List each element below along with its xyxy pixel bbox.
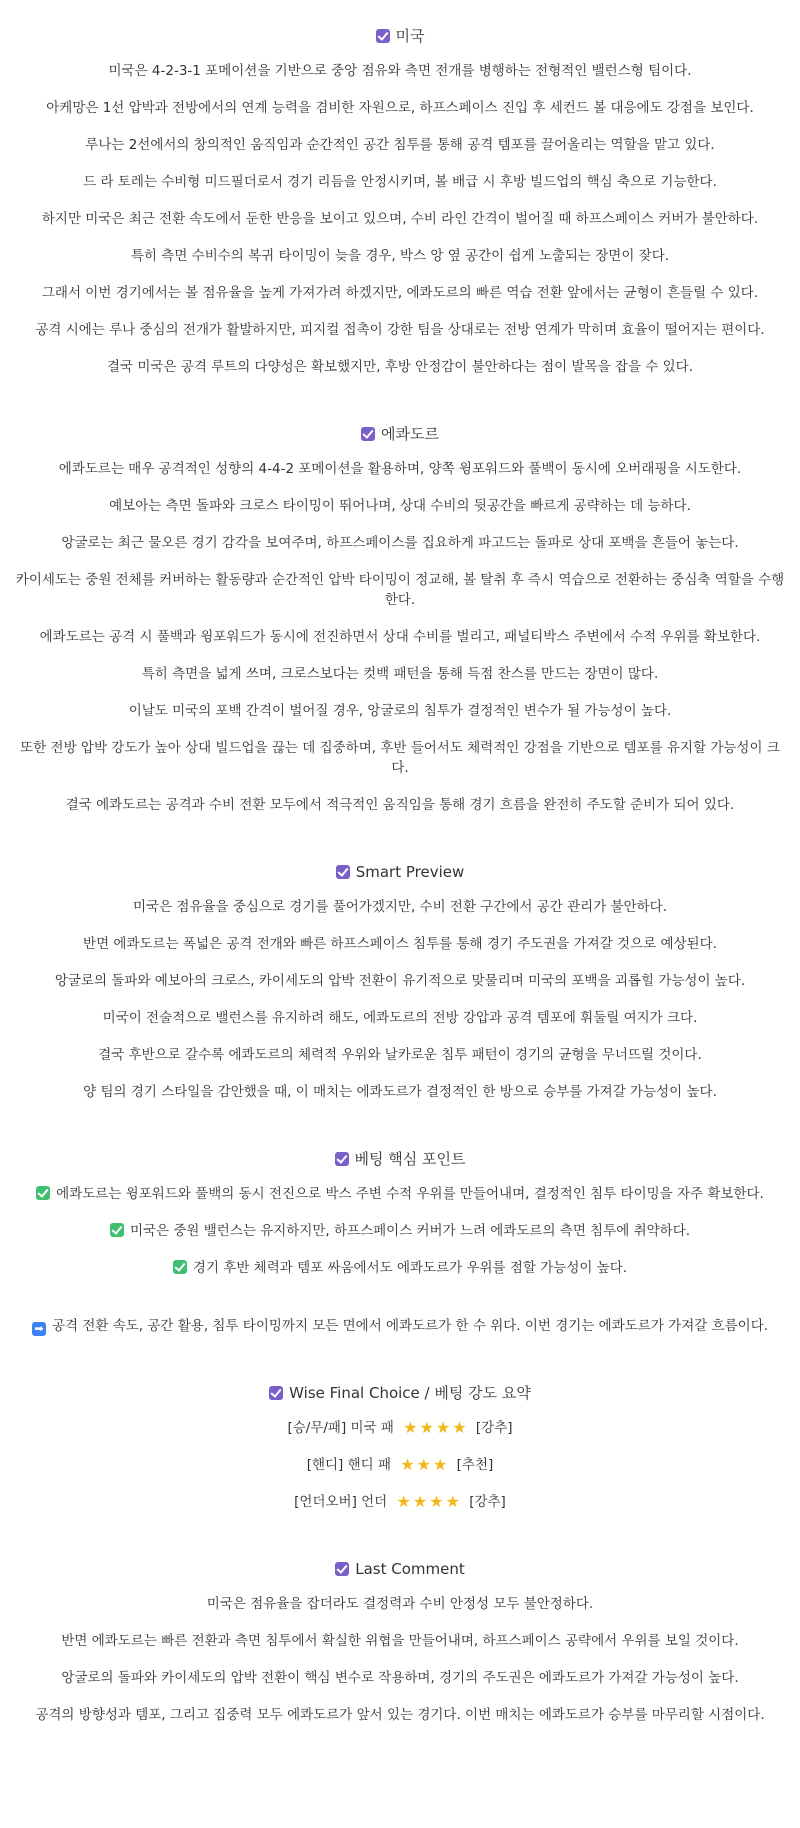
section-heading — [0, 1557, 800, 1581]
check-box-icon — [335, 1152, 349, 1166]
paragraph: 드 라 토레는 수비형 미드필더로서 경기 리듬을 안정시키며, 볼 배급 시 후방 빌드업의 핵심 축으로 기능한다. — [83, 174, 717, 190]
pick-row — [14, 1492, 786, 1512]
star-icon: ★ — [412, 1492, 428, 1511]
section-heading — [0, 422, 800, 446]
paragraph: 반면 에콰도르는 빠른 전환과 측면 침투에서 확실한 위협을 만들어내며, 하프스페이스 공략에서 우위를 보일 것이다. — [61, 1633, 739, 1649]
star-icon: ★ — [452, 1418, 467, 1437]
paragraph: 앙굴로의 돌파와 카이세도의 압박 전환이 핵심 변수로 작용하며, 경기의 주도권은 에콰도르가 가져갈 가능성이 높다. — [61, 1670, 739, 1686]
check-box-icon — [269, 1386, 283, 1400]
section-title: Wise Final Choice / 베팅 강도 요약 — [289, 1384, 531, 1402]
pick-row — [14, 1418, 786, 1438]
section-ecuador — [0, 422, 800, 815]
paragraph: 아케망은 1선 압박과 전방에서의 연계 능력을 겸비한 자원으로, 하프스페이스 진입 후 세컨드 볼 대응에도 강점을 보인다. — [46, 100, 754, 116]
green-check-icon — [36, 1186, 50, 1200]
paragraph: 그래서 이번 경기에서는 볼 점유율을 높게 가져가려 하겠지만, 에콰도르의 빠른 역습 전환 앞에서는 균형이 흔들릴 수 있다. — [41, 285, 759, 301]
star-icon: ★ — [416, 1455, 432, 1474]
section-title: 에콰도르 — [381, 425, 439, 443]
section-title: Smart Preview — [355, 863, 465, 881]
section-heading — [0, 1147, 800, 1171]
betting-point — [14, 1221, 786, 1241]
paragraph: 에콰도르는 공격 시 풀백과 윙포워드가 동시에 전진하면서 상대 수비를 벌리고, 패널티박스 주변에서 수적 우위를 확보한다. — [39, 629, 761, 645]
section-usa — [0, 24, 800, 377]
star-icon: ★ — [396, 1492, 411, 1511]
pick-label: [언더오버] 언더 — [294, 1494, 388, 1510]
section-title: 미국 — [395, 27, 425, 45]
star-icon: ★ — [429, 1492, 444, 1511]
paragraph: 하지만 미국은 최근 전환 속도에서 둔한 반응을 보이고 있으며, 수비 라인 간격이 벌어질 때 하프스페이스 커버가 불안하다. — [41, 211, 759, 227]
check-box-icon — [361, 427, 375, 441]
paragraph: 미국은 점유율을 잡더라도 결정력과 수비 안정성 모두 불안정하다. — [206, 1596, 594, 1612]
check-box-icon — [336, 865, 350, 879]
paragraph: 결국 후반으로 갈수록 에콰도르의 체력적 우위와 날카로운 침투 패턴이 경기의 균형을 무너뜨릴 것이다. — [98, 1047, 702, 1063]
paragraph: 특히 측면을 넓게 쓰며, 크로스보다는 컷백 패턴을 통해 득점 찬스를 만드는 장면이 많다. — [141, 666, 659, 682]
paragraph: 미국은 점유율을 중심으로 경기를 풀어가겠지만, 수비 전환 구간에서 공간 관리가 불안하다. — [132, 899, 667, 915]
check-box-icon — [376, 29, 390, 43]
paragraph: 에콰도르는 매우 공격적인 성향의 4-4-2 포메이션을 활용하며, 양쪽 윙포워드와 풀백이 동시에 오버래핑을 시도한다. — [58, 461, 742, 477]
pick-strength: [강추] — [469, 1494, 506, 1510]
paragraph: 미국이 전술적으로 밸런스를 유지하려 해도, 에콰도르의 전방 강압과 공격 템포에 휘둘릴 여지가 크다. — [102, 1010, 698, 1026]
paragraph: 앙굴로의 돌파와 예보아의 크로스, 카이세도의 압박 전환이 유기적으로 맞물리며 미국의 포백을 괴롭힐 가능성이 높다. — [54, 973, 746, 989]
section-smart-preview — [0, 860, 800, 1102]
paragraph: 카이세도는 중원 전체를 커버하는 활동량과 순간적인 압박 타이밍이 정교해, 볼 탈취 후 즉시 역습으로 전환하는 중심축 역할을 수행한다. — [15, 572, 785, 608]
pick-row — [14, 1455, 786, 1475]
paragraph: 특히 측면 수비수의 복귀 타이밍이 늦을 경우, 박스 앙 옆 공간이 쉽게 노출되는 장면이 잦다. — [130, 248, 670, 264]
paragraph: 또한 전방 압박 강도가 높아 상대 빌드업을 끊는 데 집중하며, 후반 들어서도 체력적인 강점을 기반으로 템포를 유지할 가능성이 크다. — [20, 740, 780, 776]
star-icon: ★ — [433, 1455, 448, 1474]
star-rating — [402, 1420, 467, 1436]
section-title: Last Comment — [355, 1560, 465, 1578]
conclusion — [14, 1316, 786, 1336]
star-icon: ★ — [419, 1418, 434, 1437]
section-last-comment — [0, 1557, 800, 1725]
section-title: 베팅 핵심 포인트 — [354, 1150, 466, 1168]
green-check-icon — [110, 1223, 124, 1237]
betting-point-text: 미국은 중원 밸런스는 유지하지만, 하프스페이스 커버가 느려 에콰도르의 측면 침투에 취약하다. — [129, 1223, 691, 1239]
section-heading — [0, 860, 800, 884]
paragraph: 미국은 4-2-3-1 포메이션을 기반으로 중앙 점유와 측면 전개를 병행하는 전형적인 밸런스형 팀이다. — [108, 63, 692, 79]
section-betting-points — [0, 1147, 800, 1336]
pick-strength: [추천] — [456, 1457, 494, 1473]
star-icon: ★ — [445, 1492, 460, 1511]
pick-label: [승/무/패] 미국 패 — [287, 1420, 394, 1436]
betting-point-text: 경기 후반 체력과 템포 싸움에서도 에콰도르가 우위를 점할 가능성이 높다. — [192, 1260, 628, 1276]
paragraph: 이날도 미국의 포백 간격이 벌어질 경우, 앙굴로의 침투가 결정적인 변수가 될 가능성이 높다. — [128, 703, 672, 719]
green-check-icon — [173, 1260, 187, 1274]
pick-label: [핸디] 핸디 패 — [306, 1457, 392, 1473]
betting-point — [14, 1184, 786, 1204]
star-rating — [396, 1494, 461, 1510]
star-rating — [399, 1457, 448, 1473]
pick-strength: [강추] — [475, 1420, 513, 1436]
section-heading — [0, 1381, 800, 1405]
star-icon: ★ — [435, 1418, 451, 1437]
paragraph: 반면 에콰도르는 폭넓은 공격 전개와 빠른 하프스페이스 침투를 통해 경기 주도권을 가져갈 것으로 예상된다. — [83, 936, 717, 952]
check-box-icon — [335, 1562, 349, 1576]
betting-point-text: 에콰도르는 윙포워드와 풀백의 동시 전진으로 박스 주변 수적 우위를 만들어내며, 결정적인 침투 타이밍을 자주 확보한다. — [56, 1186, 764, 1202]
paragraph: 공격의 방향성과 템포, 그리고 집중력 모두 에콰도르가 앞서 있는 경기다. 이번 매치는 에콰도르가 승부를 마무리할 시점이다. — [35, 1707, 765, 1723]
paragraph: 앙굴로는 최근 물오른 경기 감각을 보여주며, 하프스페이스를 집요하게 파고드는 돌파로 상대 포백을 흔들어 놓는다. — [61, 535, 739, 551]
paragraph: 예보아는 측면 돌파와 크로스 타이밍이 뛰어나며, 상대 수비의 뒷공간을 빠르게 공략하는 데 능하다. — [109, 498, 691, 514]
paragraph: 결국 미국은 공격 루트의 다양성은 확보했지만, 후방 안정감이 불안하다는 점이 발목을 잡을 수 있다. — [106, 359, 693, 375]
conclusion-text: 공격 전환 속도, 공간 활용, 침투 타이밍까지 모든 면에서 에콰도르가 한 수 위다. 이번 경기는 에콰도르가 가져갈 흐름이다. — [51, 1318, 769, 1334]
betting-point — [14, 1258, 786, 1278]
section-final-choice — [0, 1381, 800, 1512]
paragraph: 결국 에콰도르는 공격과 수비 전환 모두에서 적극적인 움직임을 통해 경기 흐름을 완전히 주도할 준비가 되어 있다. — [65, 797, 735, 813]
star-icon: ★ — [400, 1455, 415, 1474]
paragraph: 공격 시에는 루나 중심의 전개가 활발하지만, 피지컬 접촉이 강한 팀을 상대로는 전방 연계가 막히며 효율이 떨어지는 편이다. — [35, 322, 765, 338]
right-arrow-icon: ➡ — [32, 1322, 46, 1336]
paragraph: 루나는 2선에서의 창의적인 움직임과 순간적인 공간 침투를 통해 공격 템포를 끌어올리는 역할을 맡고 있다. — [85, 137, 715, 153]
star-icon: ★ — [403, 1418, 418, 1437]
section-heading — [0, 24, 800, 48]
paragraph: 양 팀의 경기 스타일을 감안했을 때, 이 매치는 에콰도르가 결정적인 한 방으로 승부를 가져갈 가능성이 높다. — [83, 1084, 717, 1100]
